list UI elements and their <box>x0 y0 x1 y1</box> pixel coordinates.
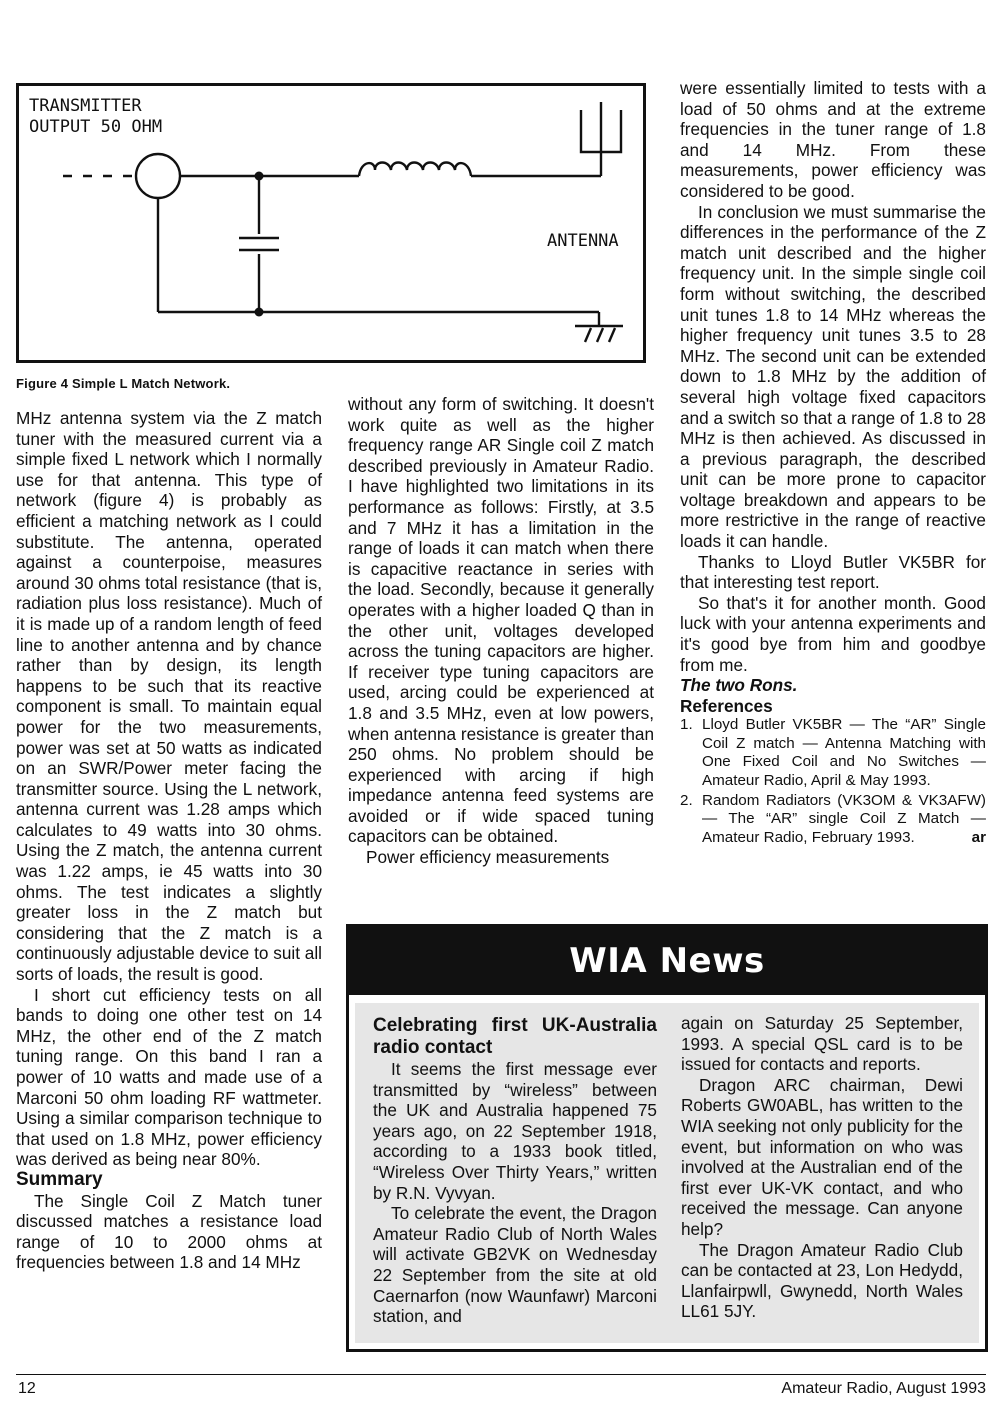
reference-item <box>680 716 986 790</box>
figure-caption: Figure 4 Simple L Match Network. <box>16 376 231 391</box>
inductor-coil <box>359 163 471 177</box>
paragraph: I short cut efficiency tests on all bands to doing one other test on 14 MHz, the other end of the Z match tuning range. On this band I ran a power of 10 watts and made use of a Marconi 50 ohm loading RF wattmeter. Using a similar comparison technique to that used on 1.8 MHz, power efficiency was derived as being near 80%. <box>16 984 322 1170</box>
footer-rule <box>16 1374 986 1375</box>
figure-4-schematic <box>16 83 646 363</box>
article-column-1 <box>16 408 322 1273</box>
references-heading: References <box>680 695 773 716</box>
news-headline: Celebrating first UK-Australia radio contact <box>373 1015 657 1058</box>
paragraph: Thanks to Lloyd Butler VK5BR for that interesting test report. <box>680 551 986 593</box>
news-content-panel <box>355 1003 979 1343</box>
paragraph: without any form of switching. It doesn't work quite as well as the higher frequency range AR Single coil Z match described previously in Amateur Radio. I have highlighted two limitations in its performance as follows: Firstly, at 3.5 and 7 MHz it has a limitation in the range of loads it can match when there is capacitive reactance in series with the load. Secondly, because it generally operates with a higher loaded Q than in the other unit, voltages developed across the tuning capacitors are higher. If receiver type tuning capacitors are used, arcing could be experienced at 1.8 and 3.5 MHz, even at low powers, when antenna resistance is greater than 250 ohms. No problem should be experienced with arcing if high impedance antenna feed systems are avoided or if wide spaced tuning capacitors can be obtained. <box>348 394 654 847</box>
paragraph: again on Saturday 25 September, 1993. A special QSL card is to be issued for contacts and reports. <box>681 1013 963 1075</box>
reference-text: Random Radiators (VK3OM & VK3AFW) — The “AR” single Coil Z Match — Amateur Radio, February 1993. <box>702 792 986 846</box>
junction-dot-top <box>255 172 264 181</box>
news-banner: WIA News <box>349 927 985 995</box>
paragraph: Dragon ARC chairman, Dewi Roberts GW0ABL, has written to the WIA seeking not only publicity for the event, but information on who was involved at the Australian end of the first ever UK-VK contact, and who received the message. Can anyone help? <box>681 1074 963 1239</box>
references-list <box>680 716 986 847</box>
page-number: 12 <box>18 1380 36 1397</box>
reference-text: Lloyd Butler VK5BR — The “AR” Single Coil Z match — Antenna Matching with One Fixed Coil and No Switches — Amateur Radio, April & May 1993. <box>702 716 986 789</box>
end-mark: ar <box>971 828 986 846</box>
coax-connector <box>136 154 180 198</box>
paragraph: It seems the first message ever transmitted by “wireless” between the UK and Australia happened 75 years ago, on 22 September 1918, according to a 1933 book titled, “Wireless Over Thirty Years,” written by R.N. Vyvyan. <box>373 1059 657 1203</box>
paragraph: were essentially limited to tests with a load of 50 ohms and at the extreme frequencies in the tuner range of 1.8 and 14 MHz. From these measurements, power efficiency was considered to be good. <box>680 78 986 201</box>
paragraph: The Dragon Amateur Radio Club can be contacted at 23, Lon Hedydd, Llanfairpwll, Gwynedd, North Wales LL61 5JY. <box>681 1239 963 1322</box>
reference-number: 2. <box>680 792 693 810</box>
paragraph: MHz antenna system via the Z match tuner with the measured current via a simple fixed L network which I normally use for that antenna. This type of network (figure 4) is probably as efficient a matching network as I could substitute. The antenna, operated against a counterpoise, measures around 30 ohms total resistance (that is, radiation plus loss resistance). Much of it is made up of a random length of feed line to another antenna and by chance rather than by design, its length happens to be such that its reactive component is small. To maintain equal power for the two measurements, power was set at 50 watts as indicated on an SWR/Power meter facing the transmitter source. Using the L network, antenna current was 1.28 amps which calculates to 49 watts into 30 ohms. Using the Z match, the antenna current was 1.22 amps, ie 45 watts into 30 ohms. The test indicates a slightly greater loss in the Z match but considering that the Z match is a continuously adjustable device to suit all sorts of loads, the result is good. <box>16 408 322 985</box>
wia-news-box <box>346 924 988 1352</box>
antenna-label: ANTENNA <box>547 231 619 251</box>
paragraph: To celebrate the event, the Dragon Amateur Radio Club of North Wales will activate GB2VK on Wednesday 22 September from the site at old Caernarfon (now Waunfawr) Marconi station, and <box>373 1203 657 1327</box>
reference-number: 1. <box>680 716 693 734</box>
junction-dot-bottom <box>255 308 264 317</box>
news-column-1 <box>373 1015 657 1327</box>
paragraph: In conclusion we must summarise the differences in the performance of the Z match unit described and the higher frequency unit. In the simple single coil form without switching, the described unit tunes 1.8 to 14 MHz whereas the higher frequency unit tunes 3.5 to 28 MHz. The second unit can be extended down to 1.8 MHz by the addition of several high voltage fixed capacitors and a switch so that a range of 1.8 to 28 MHz is then achieved. As discussed in a previous paragraph, the described unit can be more prone to capacitor voltage breakdown and appears to be more restrictive in the range of reactive loads it can handle. <box>680 201 986 552</box>
paragraph: Power efficiency measurements <box>366 847 610 868</box>
news-column-2 <box>681 1013 963 1322</box>
transmitter-label-line1: TRANSMITTER <box>29 96 142 116</box>
signature: The two Rons. <box>680 675 798 696</box>
paragraph: The Single Coil Z Match tuner discussed matches a resistance load range of 10 to 2000 ohms at frequencies between 1.8 and 14 MHz <box>16 1190 322 1273</box>
article-column-3 <box>680 78 986 849</box>
reference-item <box>680 792 986 847</box>
article-column-2 <box>348 394 654 868</box>
publication-line: Amateur Radio, August 1993 <box>781 1380 986 1397</box>
summary-heading: Summary <box>16 1168 103 1190</box>
paragraph: So that's it for another month. Good luck with your antenna experiments and it's good bye from him and goodbye from me. <box>680 592 986 675</box>
transmitter-label-line2: OUTPUT 50 OHM <box>29 117 163 137</box>
